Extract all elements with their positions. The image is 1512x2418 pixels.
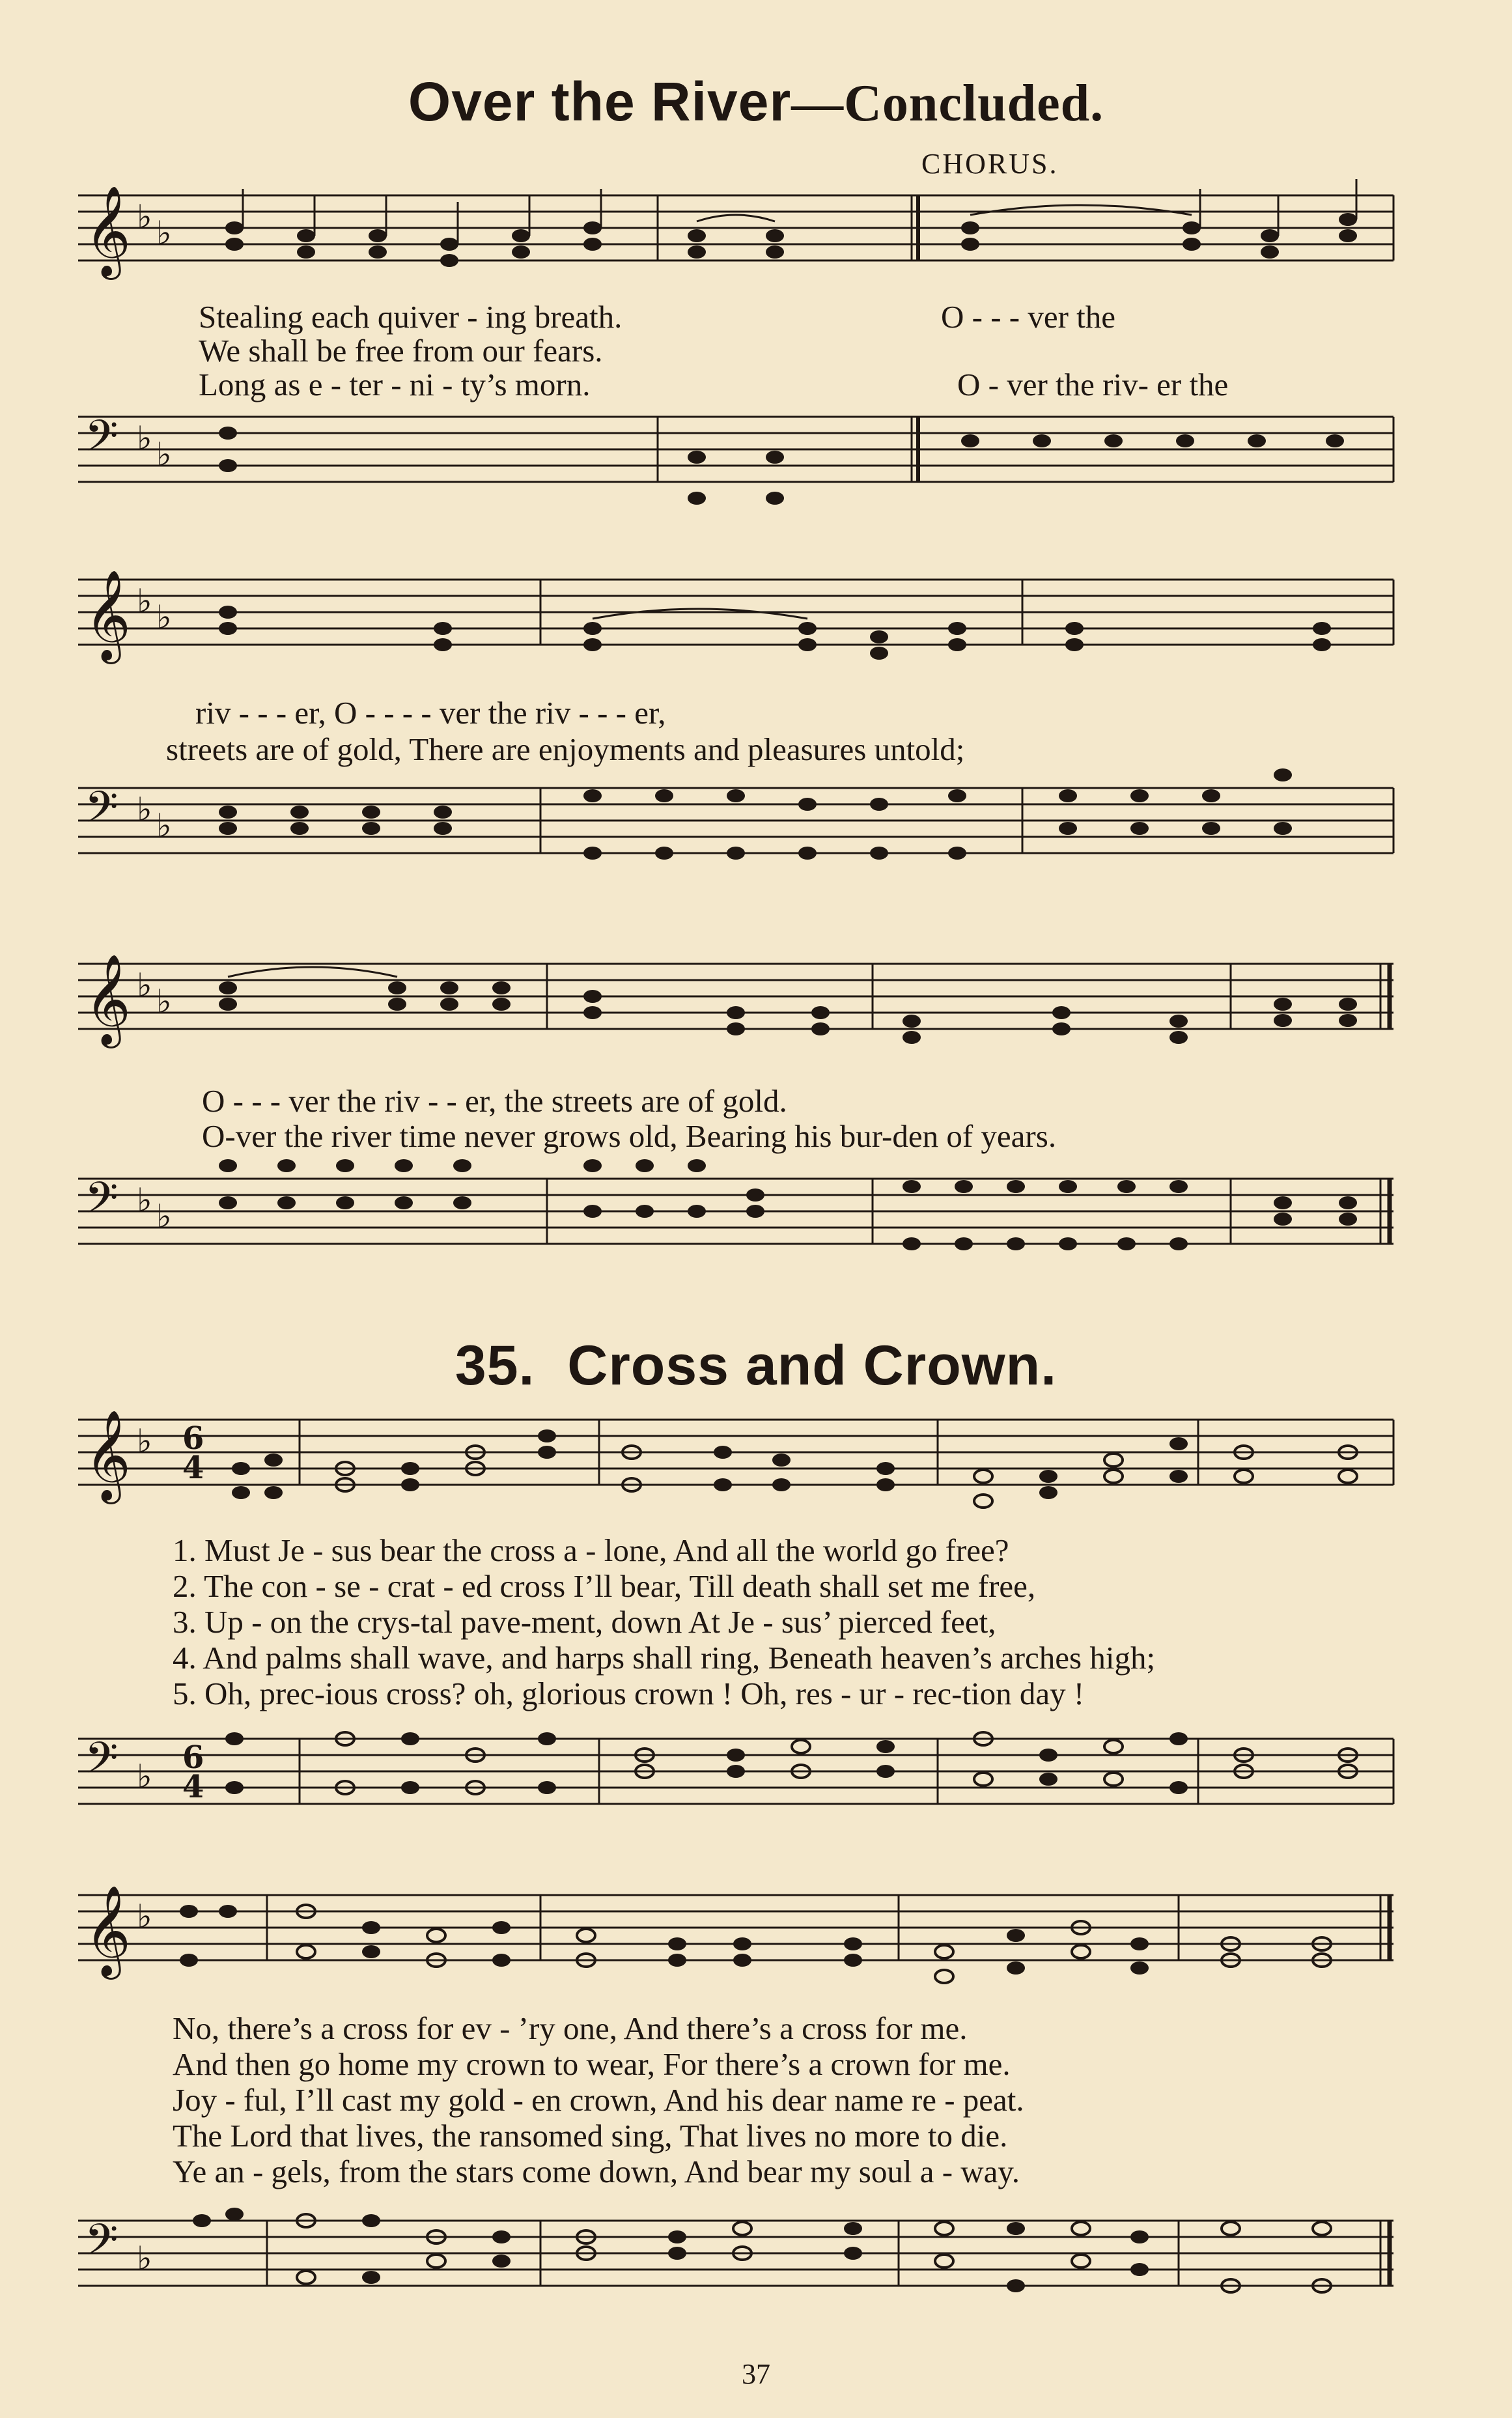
svg-text:♭: ♭ — [137, 791, 152, 828]
refrain-line-2: And then go home my crown to wear, For there’s a crown for me. — [173, 2046, 1011, 2082]
lyric-line: O-ver the river time never grows old, Bearing his bur-den of years. — [202, 1118, 1057, 1154]
hymn-name: Cross and Crown. — [567, 1334, 1057, 1397]
svg-text:𝄢: 𝄢 — [85, 1733, 119, 1793]
svg-text:𝄢: 𝄢 — [85, 782, 119, 843]
svg-text:♭: ♭ — [156, 214, 172, 252]
lyric-line: Stealing each quiver - ing breath. — [199, 299, 623, 335]
bass-staff — [72, 1732, 1400, 1836]
svg-text:♭: ♭ — [156, 807, 172, 845]
svg-text:♭: ♭ — [156, 983, 172, 1020]
verse-line-4: 4. And palms shall wave, and harps shall ring, Beneath heaven’s arches high; — [173, 1640, 1156, 1676]
svg-text:♭: ♭ — [137, 2240, 152, 2277]
svg-text:♭: ♭ — [137, 419, 152, 457]
svg-text:6: 6 — [182, 1739, 204, 1776]
svg-text:𝄞: 𝄞 — [85, 1885, 131, 1976]
page-header-title — [0, 70, 1512, 134]
svg-text:𝄞: 𝄞 — [85, 570, 131, 660]
treble-staff — [72, 186, 1400, 287]
verse-line-5: 5. Oh, prec-ious cross? oh, glorious crown ! Oh, res - ur - rec-tion day ! — [173, 1676, 1085, 1711]
svg-text:♭: ♭ — [156, 1198, 172, 1235]
page-number: 37 — [742, 2358, 770, 2390]
treble-staff — [72, 1885, 1400, 1993]
svg-text:♭: ♭ — [137, 1181, 152, 1219]
treble-staff — [72, 570, 1400, 671]
svg-text:♭: ♭ — [137, 1422, 152, 1460]
bass-staff — [72, 781, 1400, 886]
svg-text:4: 4 — [182, 1769, 204, 1805]
lyric-line: We shall be free from our fears. — [199, 333, 603, 369]
svg-text:♭: ♭ — [137, 1898, 152, 1935]
refrain-line-5: Ye an - gels, from the stars come down, And bear my soul a - way. — [173, 2154, 1020, 2189]
svg-text:𝄢: 𝄢 — [85, 2215, 119, 2275]
bass-staff — [72, 2214, 1400, 2318]
header-title-main: Over the River — [408, 71, 792, 132]
refrain-line-1: No, there’s a cross for ev - ’ry one, And there’s a cross for me. — [173, 2010, 968, 2046]
svg-text:♭: ♭ — [156, 598, 172, 636]
header-title-suffix: —Concluded. — [791, 75, 1104, 132]
lyric-line: O - ver the riv- er the — [957, 367, 1229, 402]
refrain-line-3: Joy - ful, I’ll cast my gold - en crown, And his dear name re - peat. — [173, 2082, 1024, 2118]
svg-text:𝄞: 𝄞 — [85, 186, 131, 276]
svg-text:𝄞: 𝄞 — [85, 954, 131, 1045]
chorus-label: CHORUS. — [921, 148, 1059, 180]
svg-text:♭: ♭ — [137, 582, 152, 620]
verse-line-1: 1. Must Je - sus bear the cross a - lone, And all the world go free? — [173, 1532, 1009, 1568]
svg-text:4: 4 — [182, 1450, 204, 1486]
lyric-line: Long as e - ter - ni - ty’s morn. — [199, 367, 591, 402]
lyric-line: riv - - - er, O - - - - ver the riv - - - er, — [195, 695, 666, 731]
svg-text:𝄢: 𝄢 — [85, 411, 119, 471]
bass-staff — [72, 1172, 1400, 1276]
bass-staff — [72, 410, 1400, 508]
treble-staff — [72, 1410, 1400, 1517]
verse-line-3: 3. Up - on the crys-tal pave-ment, down At Je - sus’ pierced feet, — [173, 1604, 996, 1640]
lyric-line: streets are of gold, There are enjoyments and pleasures untold; — [166, 731, 965, 767]
svg-text:6: 6 — [182, 1420, 204, 1457]
treble-staff — [72, 954, 1400, 1061]
hymn-number: 35. — [455, 1334, 535, 1397]
lyric-line: O - - - ver the — [941, 299, 1116, 335]
verse-line-2: 2. The con - se - crat - ed cross I’ll bear, Till death shall set me free, — [173, 1568, 1036, 1604]
svg-text:𝄢: 𝄢 — [85, 1173, 119, 1233]
svg-text:♭: ♭ — [156, 436, 172, 473]
svg-text:♭: ♭ — [137, 966, 152, 1004]
lyric-line: O - - - ver the riv - - er, the streets are of gold. — [202, 1083, 787, 1119]
refrain-line-4: The Lord that lives, the ransomed sing, That lives no more to die. — [173, 2118, 1008, 2154]
hymn-title — [0, 1334, 1512, 1398]
svg-text:♭: ♭ — [137, 1758, 152, 1795]
svg-text:♭: ♭ — [137, 198, 152, 236]
svg-text:𝄞: 𝄞 — [85, 1410, 131, 1500]
